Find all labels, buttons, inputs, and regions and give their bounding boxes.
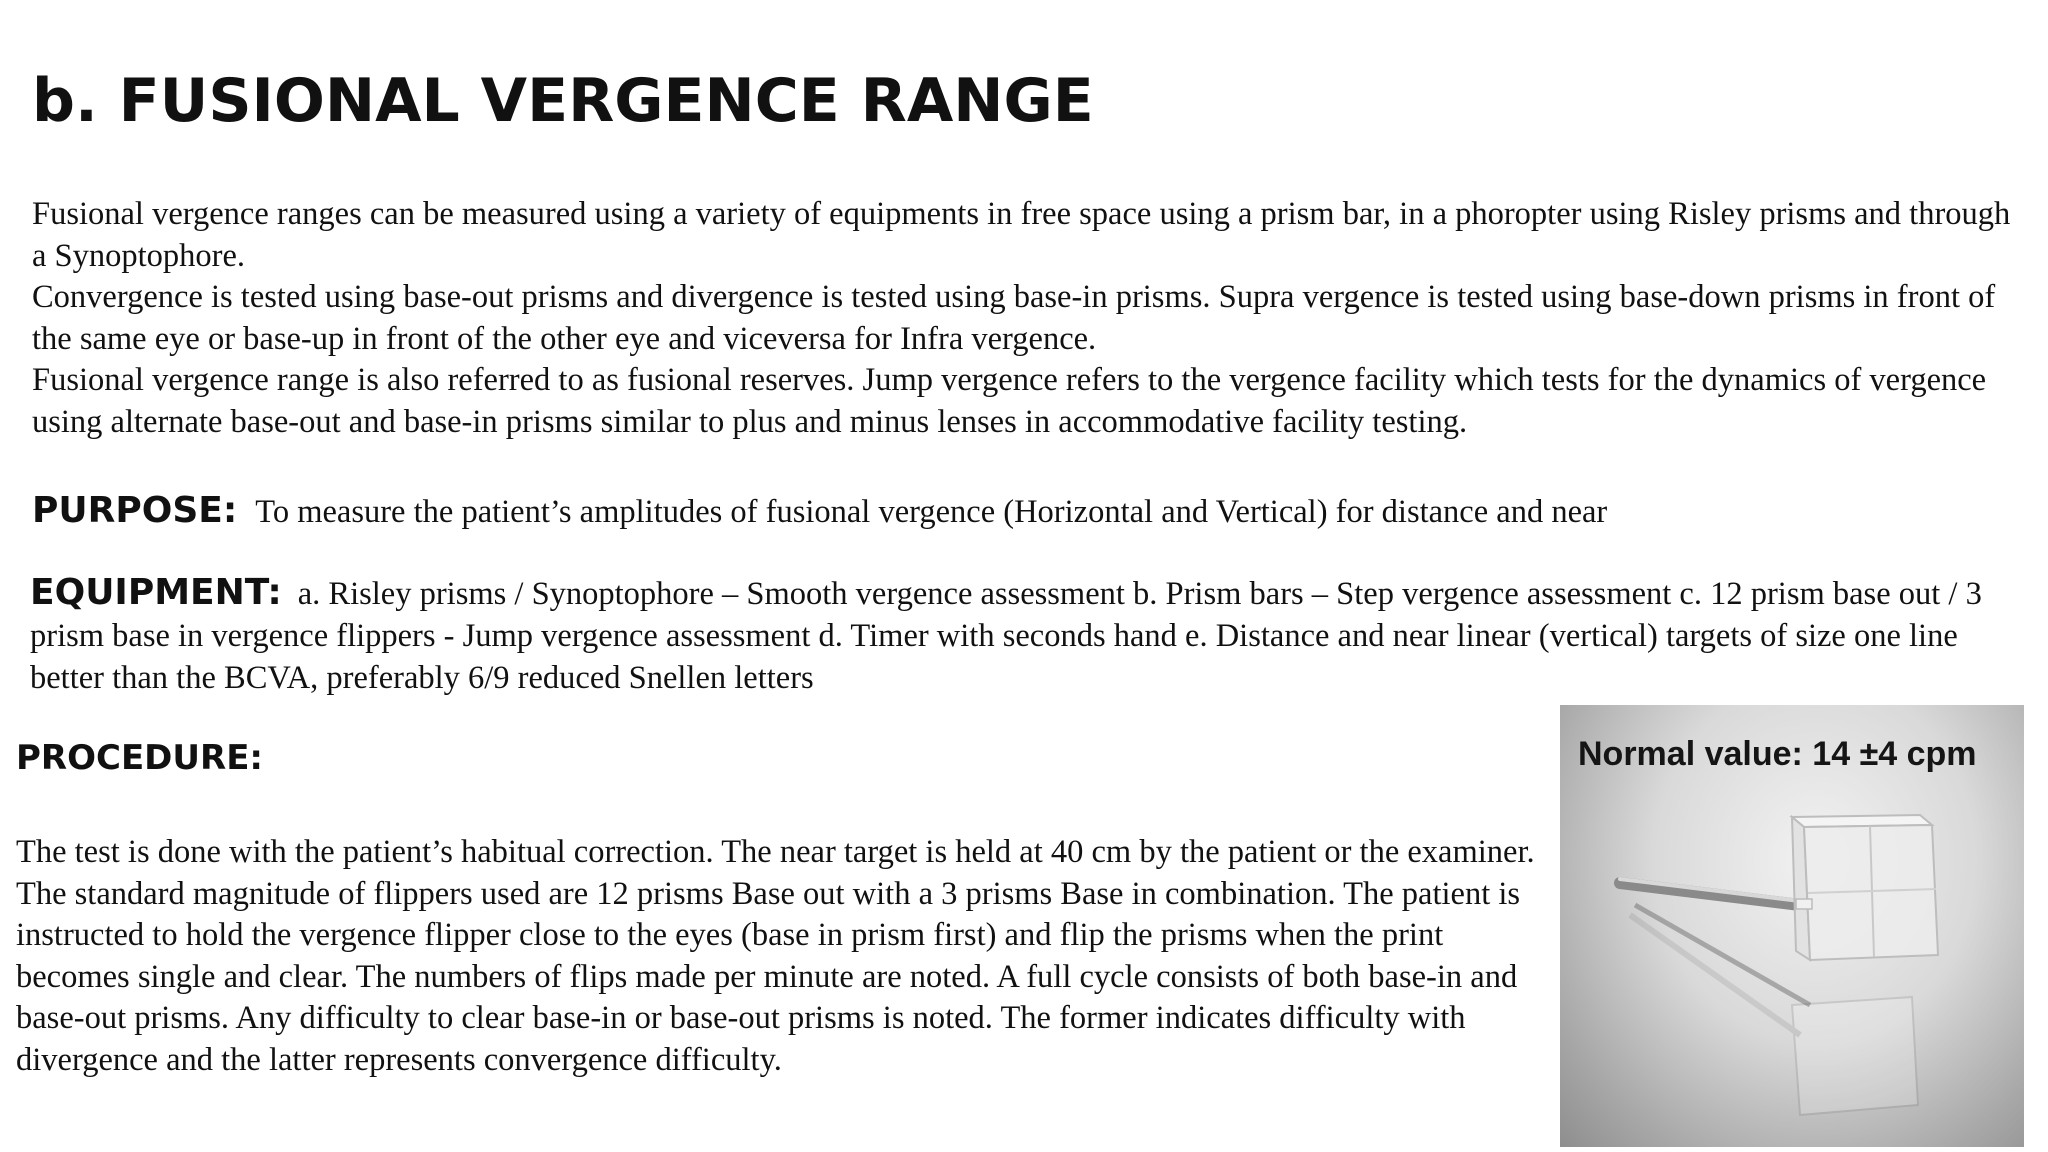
equipment-text: a. Risley prisms / Synoptophore – Smooth vergence assessment b. Prism bars – Step vergence assessment c. 12 prism base out / 3 prism base in vergence flippers - Jump vergence assessment d. Timer with seconds hand e. Distance and near linear (vertical) targets of size one line better than the BCVA, preferably 6/9 reduced Snellen letters <box>30 576 1982 696</box>
intro-paragraph: Convergence is tested using base-out prisms and divergence is tested using base-in prisms. Supra vergence is tested using base-down prisms in front of the same eye or base-up in front of the other eye and viceversa for Infra vergence. <box>32 279 1996 357</box>
page-title: b. FUSIONAL VERGENCE RANGE <box>32 66 1094 136</box>
procedure-heading: PROCEDURE: <box>16 738 264 778</box>
intro-paragraph: Fusional vergence ranges can be measured using a variety of equipments in free space using a prism bar, in a phoropter using Risley prisms and through a Synoptophore. <box>32 196 2011 274</box>
procedure-text: The test is done with the patient’s habitual correction. The near target is held at 40 cm by the patient or the examiner. The standard magnitude of flippers used are 12 prisms Base out with a 3 prisms Base in combination. The patient is instructed to hold the vergence flipper close to the eyes (base in prism first) and flip the prisms when the print becomes single and clear. The numbers of flips made per minute are noted. A full cycle consists of both base-in and base-out prisms. Any difficulty to clear base-in or base-out prisms is noted. The former indicates difficulty with divergence and the latter represents convergence difficulty. <box>16 834 1535 1078</box>
equipment-heading: EQUIPMENT: <box>30 572 282 613</box>
purpose-heading: PURPOSE: <box>32 490 238 531</box>
vergence-flipper-image <box>1560 705 2024 1147</box>
equipment-section <box>30 572 2024 699</box>
intro-paragraph: Fusional vergence range is also referred to as fusional reserves. Jump vergence refers to the vergence facility which tests for the dynamics of vergence using alternate base-out and base-in prisms similar to plus and minus lenses in accommodative facility testing. <box>32 362 1987 440</box>
purpose-section <box>32 490 2022 533</box>
purpose-text: To measure the patient’s amplitudes of fusional vergence (Horizontal and Vertical) for distance and near <box>255 494 1608 530</box>
intro-text <box>32 194 2022 443</box>
normal-value-caption: Normal value: 14 ±4 cpm <box>1578 735 1977 773</box>
